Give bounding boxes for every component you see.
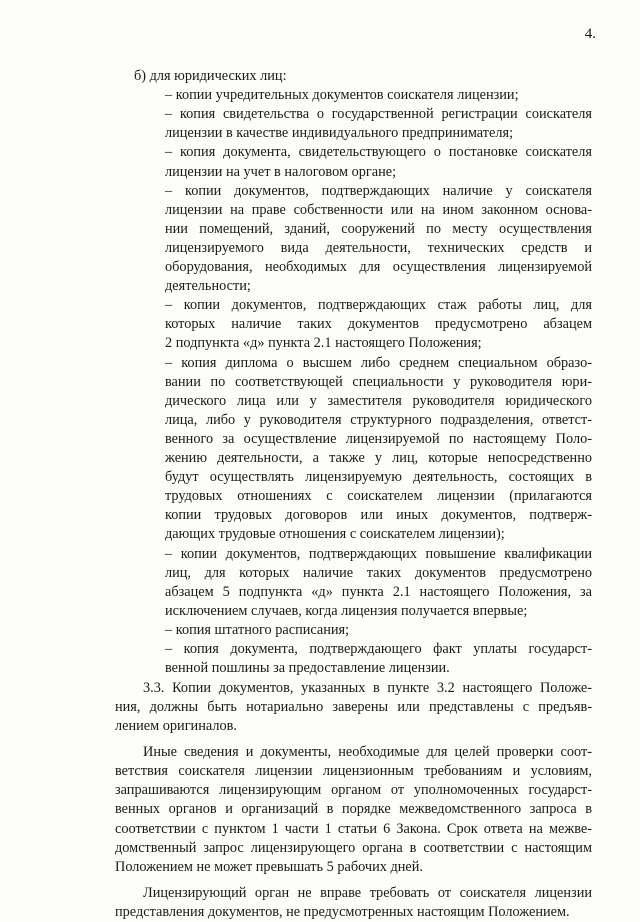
paragraph-line: соответствии с пунктом 1 части 1 статьи 6 Закона. Срок ответа на межве- bbox=[115, 820, 592, 837]
paragraph-line: представления документов, не предусмотренных настоящим Положением. bbox=[115, 903, 570, 920]
paragraph-line: Иные сведения и документы, необходимые для целей проверки соот- bbox=[143, 744, 592, 761]
list-item-line: дающих трудовые отношения с соискателем лицензии); bbox=[165, 526, 505, 543]
list-item-line: – копия штатного расписания; bbox=[165, 621, 350, 638]
list-item-line: – копии учредительных документов соискателя лицензии; bbox=[165, 87, 519, 104]
list-item-line: нии помещений, зданий, сооружений по месту осуществления bbox=[165, 220, 592, 237]
list-item-line: лиц, для которых наличие таких документов предусмотрено bbox=[165, 564, 592, 581]
list-item-line: лица, либо у руководителя структурного подразделения, ответст- bbox=[165, 411, 592, 428]
list-item-line: венной пошлины за предоставление лицензии. bbox=[165, 660, 450, 677]
list-item-line: оборудования, необходимых для осуществления лицензируемой bbox=[165, 259, 592, 275]
list-item-line: деятельности; bbox=[165, 278, 251, 295]
list-item-line: трудовых отношениях с соискателем лицензии (прилагаются bbox=[165, 488, 592, 505]
paragraph-line: венных органов и организаций в порядке межведомственного запроса в bbox=[115, 801, 592, 818]
paragraph-line: Лицензирующий орган не вправе требовать от соискателя лицензии bbox=[143, 884, 592, 901]
page-number: 4. bbox=[584, 26, 596, 42]
list-item-line: – копии документов, подтверждающих повышение квалификации bbox=[165, 545, 592, 562]
list-item-line: венного за осуществление лицензируемой по настоящему Поло- bbox=[165, 430, 592, 447]
paragraph-line: лением оригиналов. bbox=[115, 718, 237, 735]
list-item-line: – копия документа, подтверждающего факт уплаты государст- bbox=[165, 641, 592, 657]
list-item-line: лицензии на учет в налоговом органе; bbox=[165, 163, 397, 180]
list-item-line: – копия свидетельства о государственной регистрации соискателя bbox=[165, 106, 592, 123]
list-item-line: вании по соответствующей специальности у руководителя юри- bbox=[165, 373, 592, 390]
list-item-line: которых наличие таких документов предусмотрено абзацем bbox=[165, 316, 592, 333]
list-item-line: будут осуществлять лицензируемую деятельность, состоящих в bbox=[165, 469, 592, 486]
list-item-line: лицензируемого вида деятельности, технических средств и bbox=[165, 239, 592, 256]
list-item-line: лицензии в качестве индивидуального предпринимателя; bbox=[165, 125, 514, 142]
section-b-heading: б) для юридических лиц: bbox=[134, 68, 287, 84]
list-item-line: – копии документов, подтверждающих стаж работы лиц, для bbox=[165, 297, 592, 314]
list-item-line: 2 подпункта «д» пункта 2.1 настоящего Положения; bbox=[165, 335, 482, 352]
list-item-line: лицензии на праве собственности или на ином законном основа- bbox=[165, 201, 592, 218]
paragraph-line: Положением не может превышать 5 рабочих дней. bbox=[115, 858, 423, 875]
paragraph-line: домственный запрос лицензирующего органа в соответствии с настоящим bbox=[115, 839, 592, 856]
list-item-line: дического лица или у заместителя руководителя юридического bbox=[165, 392, 592, 409]
list-item-line: исключением случаев, когда лицензия получается впервые; bbox=[165, 602, 528, 619]
list-item-line: жению деятельности, а также у лиц, которые непосредственно bbox=[165, 450, 592, 466]
paragraph-line: ветствия соискателя лицензии лицензионным требованиям и условиям, bbox=[115, 763, 592, 780]
paragraph-line: запрашиваются лицензирующим органом от уполномоченных государст- bbox=[115, 782, 592, 799]
list-item-line: – копии документов, подтверждающих наличие у соискателя bbox=[165, 182, 592, 199]
list-item-line: копии трудовых договоров или иных документов, подтверж- bbox=[165, 507, 592, 524]
list-item-line: абзацем 5 подпункта «д» пункта 2.1 настоящего Положения, за bbox=[165, 583, 592, 600]
list-item-line: – копия диплома о высшем либо среднем специальном образо- bbox=[165, 354, 592, 371]
paragraph-line: 3.3. Копии документов, указанных в пункте 3.2 настоящего Положе- bbox=[143, 680, 592, 697]
paragraph-line: ния, должны быть нотариально заверены или представлены с предъяв- bbox=[115, 699, 592, 716]
list-item-line: – копия документа, свидетельствующего о постановке соискателя bbox=[165, 144, 592, 161]
